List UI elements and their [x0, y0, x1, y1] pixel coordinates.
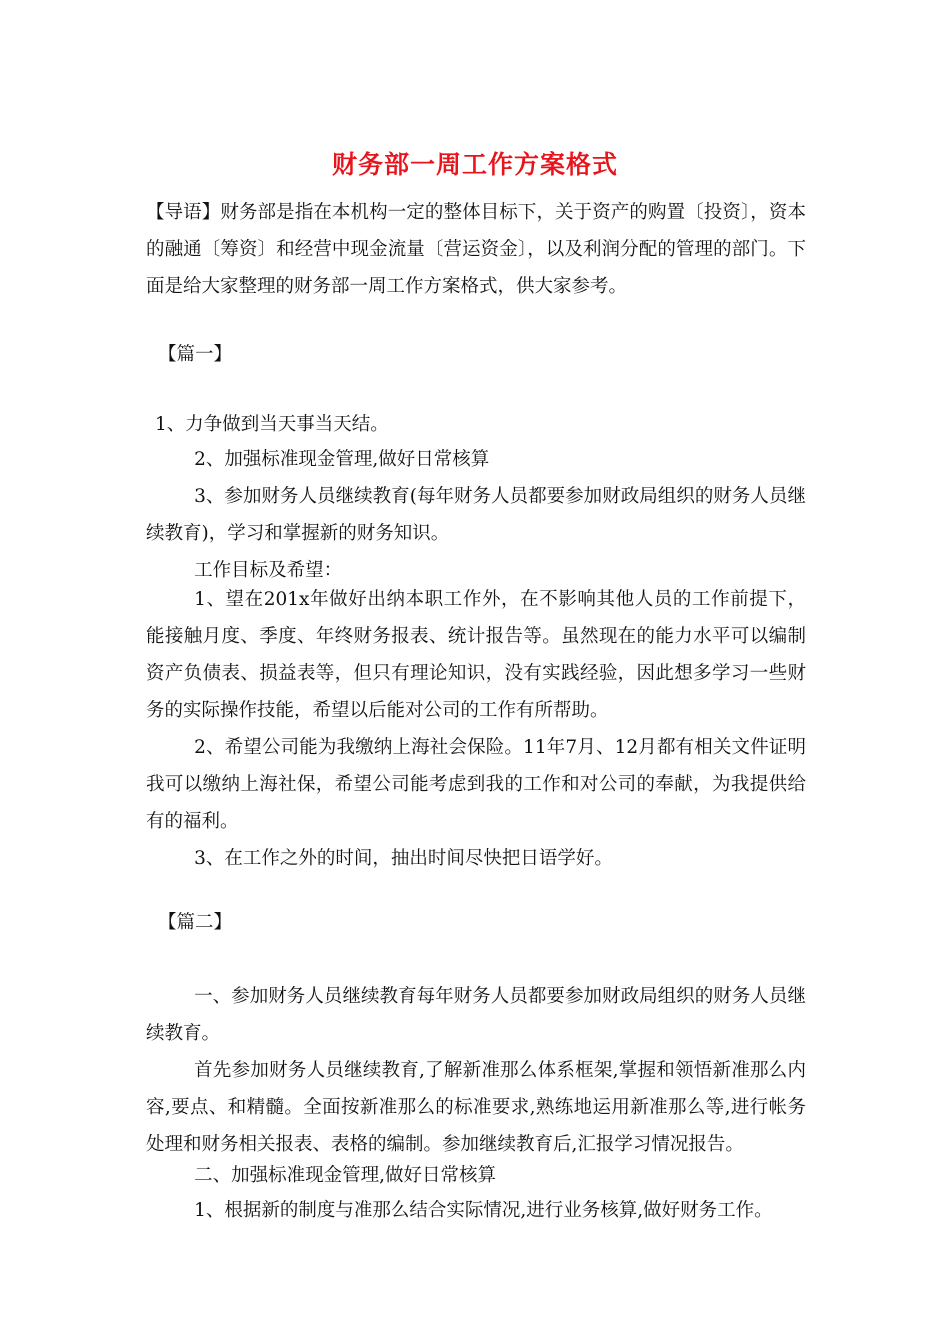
paragraph: 2、希望公司能为我缴纳上海社会保险。11年7月、12月都有相关文件证明我可以缴纳上海社保，希望公司能考虑到我的工作和对公司的奉献，为我提供给有的福利。 — [146, 737, 806, 832]
goals-heading: 工作目标及希望： — [194, 560, 343, 581]
paragraph: 一、参加财务人员继续教育每年财务人员都要参加财政局组织的财务人员继续教育。 — [146, 986, 806, 1044]
document-title: 财务部一周工作方案格式 — [331, 150, 618, 179]
list-item: 1、力争做到当天事当天结。 — [155, 414, 389, 435]
paragraph: 1、望在201x年做好出纳本职工作外，在不影响其他人员的工作前提下，能接触月度、季度、年终财务报表、统计报告等。虽然现在的能力水平可以编制资产负债表、损益表等，但只有理论知识，没有实践经验，因此想多学习一些财务的实际操作技能，希望以后能对公司的工作有所帮助。 — [146, 589, 806, 721]
paragraph: 1、根据新的制度与准那么结合实际情况,进行业务核算,做好财务工作。 — [194, 1200, 773, 1221]
intro-paragraph: 【导语】财务部是指在本机构一定的整体目标下，关于资产的购置〔投资〕，资本的融通〔筹资〕和经营中现金流量〔营运资金〕，以及利润分配的管理的部门。下面是给大家整理的财务部一周工作方案格式，供大家参考。 — [146, 202, 806, 297]
section-heading-2: 【篇二】 — [158, 912, 233, 933]
list-item: 3、参加财务人员继续教育(每年财务人员都要参加财政局组织的财务人员继续教育)，学习和掌握新的财务知识。 — [146, 486, 806, 544]
section-heading-1: 【篇一】 — [158, 344, 233, 365]
paragraph: 首先参加财务人员继续教育,了解新准那么体系框架,掌握和领悟新准那么内容,要点、和精髓。全面按新准那么的标准要求,熟练地运用新准那么等,进行帐务处理和财务相关报表、表格的编制。参加继续教育后,汇报学习情况报告。 — [146, 1060, 806, 1155]
list-item: 2、加强标准现金管理,做好日常核算 — [194, 449, 490, 470]
paragraph: 二、加强标准现金管理,做好日常核算 — [194, 1165, 496, 1186]
paragraph: 3、在工作之外的时间，抽出时间尽快把日语学好。 — [194, 848, 613, 869]
